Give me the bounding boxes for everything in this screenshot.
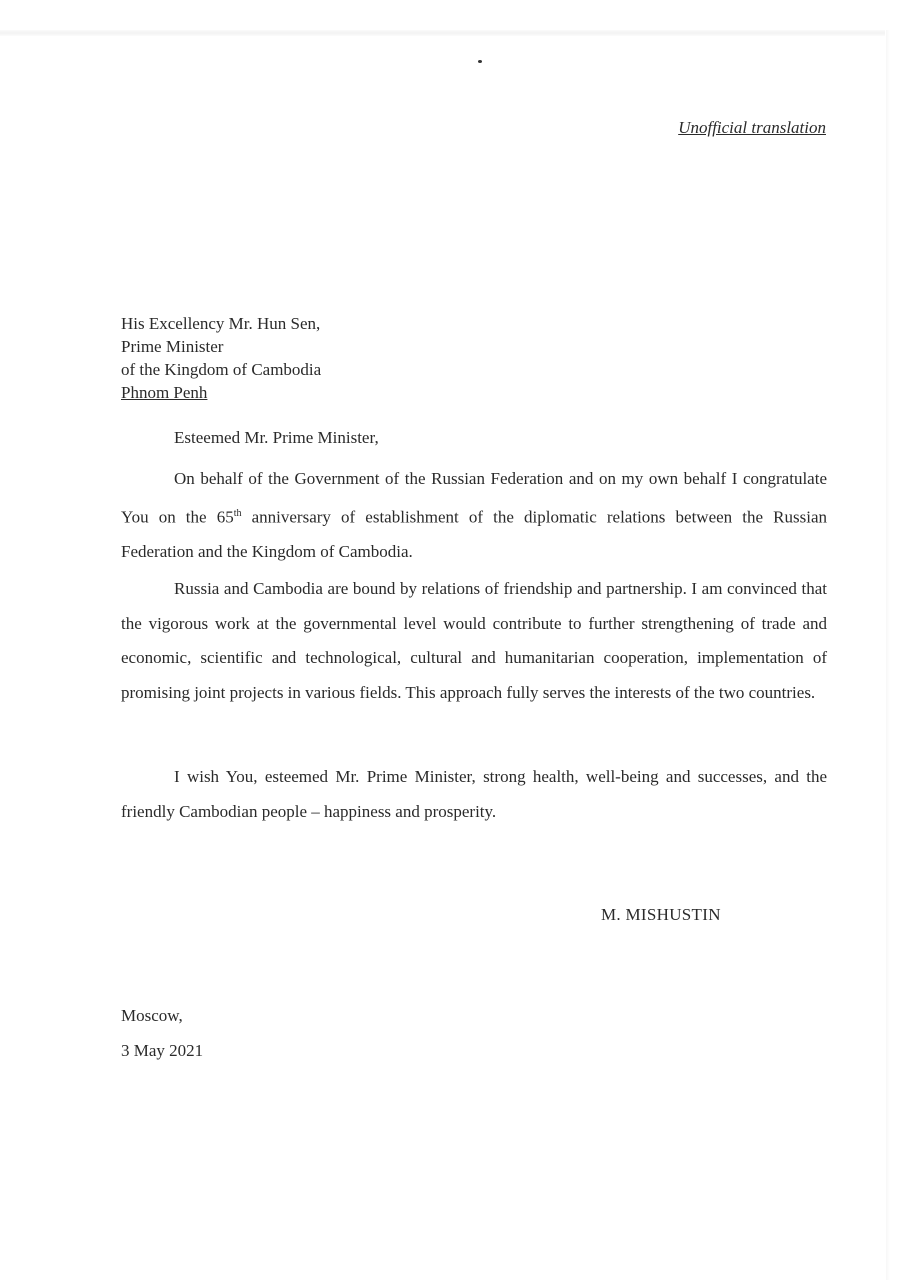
addressee-line-title: His Excellency Mr. Hun Sen, <box>121 314 321 333</box>
addressee-block <box>121 312 321 404</box>
scan-edge-top <box>0 30 885 36</box>
date-of-signing: 3 May 2021 <box>121 1041 204 1060</box>
paragraph-relations-text: Russia and Cambodia are bound by relations of friendship and partnership. I am convinced that the vigorous work at the governmental level would contribute to further strengthening of trade and economic, scientific and technological, cultural and humanitarian cooperation, implementation of promising joint projects in various fields. This approach fully serves the interests of the two countries. <box>121 579 827 702</box>
signature-name: M. MISHUSTIN <box>601 905 721 924</box>
addressee-line-position: Prime Minister <box>121 337 224 356</box>
ordinal-suffix: th <box>233 507 242 519</box>
addressee-line-country: of the Kingdom of Cambodia <box>121 360 322 379</box>
paragraph-relations <box>121 572 827 710</box>
addressee-city: Phnom Penh <box>121 383 208 402</box>
paragraph-congratulation-end: anniversary of establishment of the diplomatic relations between the Russian Federation and the Kingdom of Cambodia. <box>121 507 828 561</box>
paragraph-wishes-text: I wish You, esteemed Mr. Prime Minister, strong health, well-being and successes, and the friendly Cambodian people – happiness and prosperity. <box>121 767 827 821</box>
paragraph-congratulation <box>121 462 827 569</box>
salutation: Esteemed Mr. Prime Minister, <box>174 428 379 447</box>
paragraph-congratulation-start: On behalf of the Government of the Russian Federation and on my own behalf I congratulate You on the 65 <box>121 469 827 527</box>
paragraph-wishes <box>121 760 827 829</box>
place-of-signing: Moscow, <box>121 1006 183 1025</box>
scan-speck <box>478 60 482 63</box>
scan-edge-right <box>886 30 890 1280</box>
unofficial-translation-note: Unofficial translation <box>678 118 826 137</box>
